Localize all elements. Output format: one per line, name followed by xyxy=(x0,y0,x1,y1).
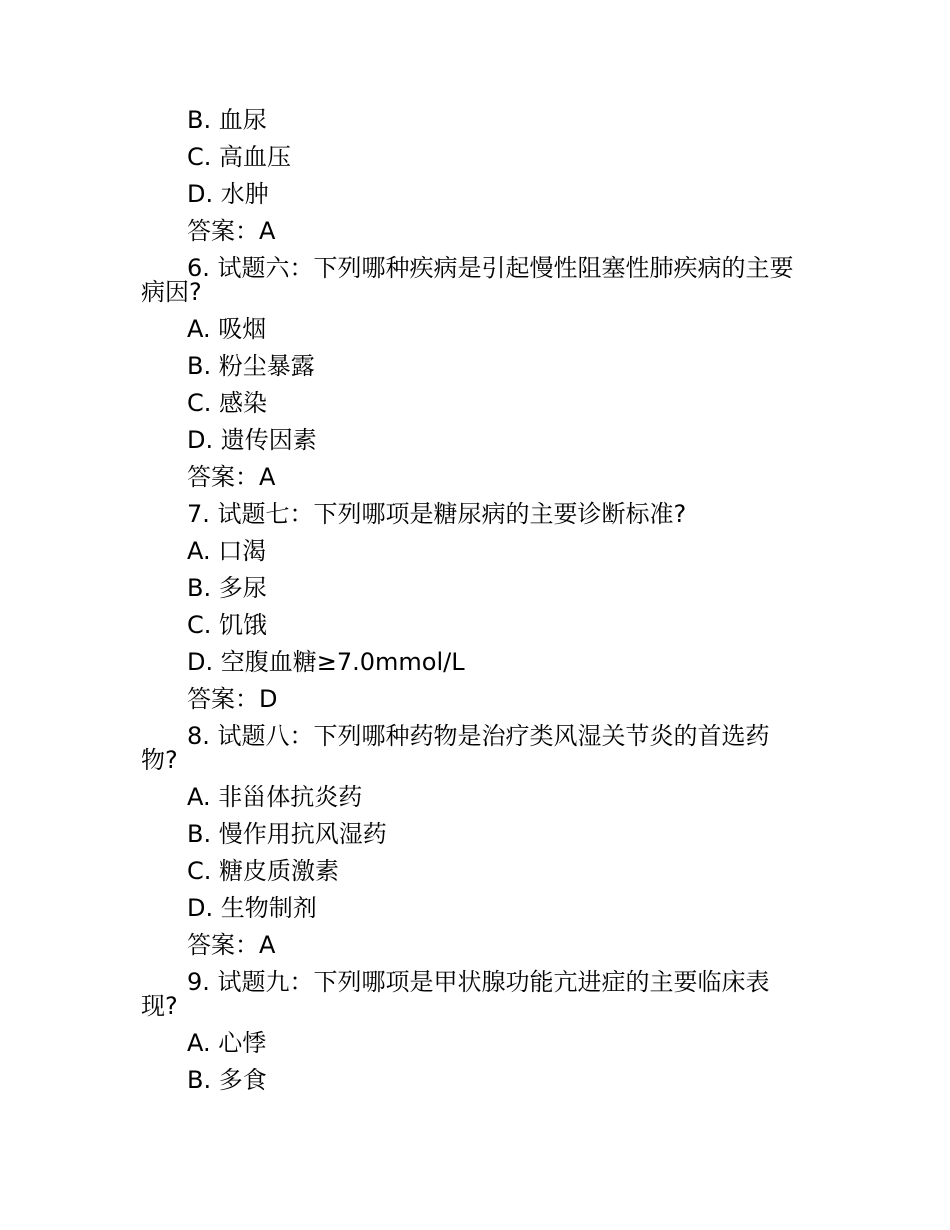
option-line: B. 多食 xyxy=(187,1066,267,1094)
question-6 xyxy=(141,250,821,311)
answer-line: 答案：A xyxy=(187,931,276,959)
option-line: A. 心悸 xyxy=(187,1029,267,1057)
option-line: A. 口渴 xyxy=(187,537,267,565)
option-line: C. 饥饿 xyxy=(187,611,268,639)
question-8 xyxy=(141,718,821,779)
answer-line: 答案：D xyxy=(187,685,278,713)
option-line: C. 感染 xyxy=(187,389,268,417)
question-text: 6. 试题六：下列哪种疾病是引起慢性阻塞性肺疾病的主要 xyxy=(187,254,794,282)
question-text-continued: 病因? xyxy=(141,278,202,306)
question-text-continued: 物? xyxy=(141,746,178,774)
question-9 xyxy=(141,964,821,1025)
question-text: 9. 试题九：下列哪项是甲状腺功能亢进症的主要临床表 xyxy=(187,968,770,996)
option-line: D. 水肿 xyxy=(187,180,269,208)
answer-line: 答案：A xyxy=(187,463,276,491)
question-text-continued: 现? xyxy=(141,992,178,1020)
option-line: A. 吸烟 xyxy=(187,315,267,343)
option-line: C. 高血压 xyxy=(187,143,292,171)
option-line: B. 多尿 xyxy=(187,574,267,602)
question-text: 8. 试题八：下列哪种药物是治疗类风湿关节炎的首选药 xyxy=(187,722,770,750)
option-line: C. 糖皮质激素 xyxy=(187,857,340,885)
option-line: D. 生物制剂 xyxy=(187,894,317,922)
option-line: D. 遗传因素 xyxy=(187,426,317,454)
option-line: D. 空腹血糖≥7.0mmol/L xyxy=(187,648,465,676)
question-7: 7. 试题七：下列哪项是糖尿病的主要诊断标准? xyxy=(187,500,687,528)
quiz-content xyxy=(141,102,821,1099)
option-line: B. 慢作用抗风湿药 xyxy=(187,820,387,848)
option-line: B. 粉尘暴露 xyxy=(187,352,315,380)
option-line: B. 血尿 xyxy=(187,106,267,134)
option-line: A. 非甾体抗炎药 xyxy=(187,783,363,811)
answer-line: 答案：A xyxy=(187,217,276,245)
